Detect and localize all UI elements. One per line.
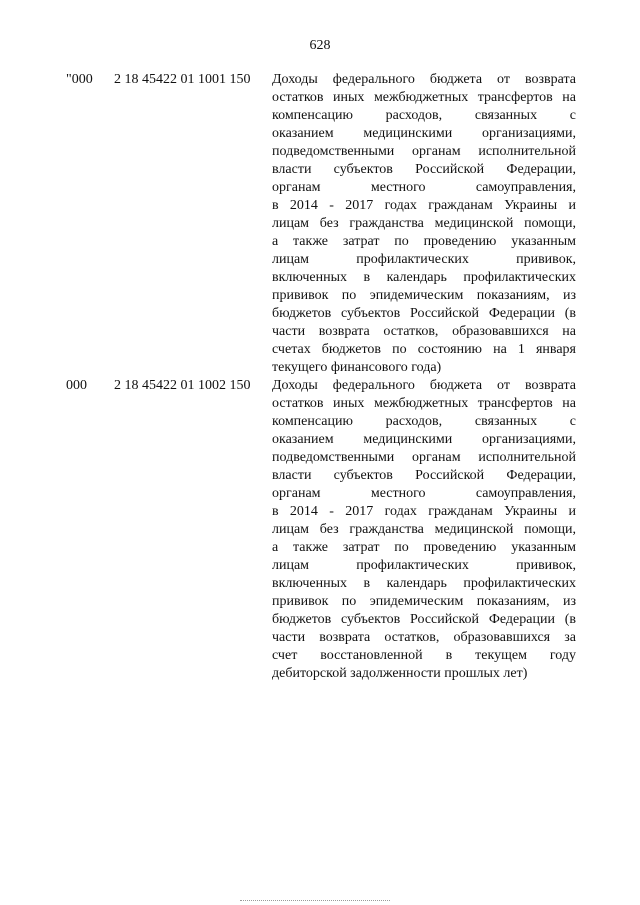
page-number: 628	[309, 38, 331, 53]
description-line: Доходы федерального бюджета от возврата	[272, 378, 576, 393]
revenue-entry-1001	[66, 71, 586, 377]
revenue-code-list	[66, 71, 586, 683]
description-line: счетах бюджетов по состоянию на 1 января	[272, 342, 576, 357]
description-line: лицам профилактических прививок,	[272, 558, 576, 573]
description-line: бюджетов субъектов Российской Федерации (в	[272, 612, 576, 627]
description-line: лицам профилактических прививок,	[272, 252, 576, 267]
description-line: органам местного самоуправления,	[272, 180, 576, 195]
description-line: подведомственными органам исполнительной	[272, 144, 576, 159]
description-line: лицам без гражданства медицинской помощи,	[272, 522, 576, 537]
revenue-entry-1002	[66, 377, 586, 683]
description-line: счет восстановленной в текущем году	[272, 648, 576, 663]
admin-code: "000	[66, 72, 93, 87]
description-line: власти субъектов Российской Федерации,	[272, 468, 576, 483]
description-line: в 2014 - 2017 годах гражданам Украины и	[272, 198, 576, 213]
entry-description	[272, 71, 576, 377]
description-line: Доходы федерального бюджета от возврата	[272, 72, 576, 87]
entry-description	[272, 377, 576, 683]
budget-classification-code: 2 18 45422 01 1002 150	[114, 378, 251, 393]
description-line: включенных в календарь профилактических	[272, 270, 576, 285]
description-line: подведомственными органам исполнительной	[272, 450, 576, 465]
description-line: а также затрат по проведению указанным	[272, 540, 576, 555]
page-bottom-edge-mark	[240, 900, 390, 905]
description-line: оказанием медицинскими организациями,	[272, 432, 576, 447]
description-line: власти субъектов Российской Федерации,	[272, 162, 576, 177]
budget-classification-code: 2 18 45422 01 1001 150	[114, 72, 251, 87]
description-line: органам местного самоуправления,	[272, 486, 576, 501]
description-line: части возврата остатков, образовавшихся за	[272, 630, 576, 645]
description-line: остатков иных межбюджетных трансфертов на	[272, 396, 576, 411]
description-line: компенсацию расходов, связанных с	[272, 414, 576, 429]
description-line: в 2014 - 2017 годах гражданам Украины и	[272, 504, 576, 519]
description-line: лицам без гражданства медицинской помощи,	[272, 216, 576, 231]
description-line: дебиторской задолженности прошлых лет)	[272, 666, 528, 681]
description-line: бюджетов субъектов Российской Федерации (в	[272, 306, 576, 321]
description-line: оказанием медицинскими организациями,	[272, 126, 576, 141]
description-line: прививок по эпидемическим показаниям, из	[272, 594, 576, 609]
description-line: включенных в календарь профилактических	[272, 576, 576, 591]
admin-code: 000	[66, 378, 87, 393]
description-line: прививок по эпидемическим показаниям, из	[272, 288, 576, 303]
description-line: текущего финансового года)	[272, 360, 442, 375]
description-line: а также затрат по проведению указанным	[272, 234, 576, 249]
description-line: компенсацию расходов, связанных с	[272, 108, 576, 123]
description-line: части возврата остатков, образовавшихся на	[272, 324, 576, 339]
description-line: остатков иных межбюджетных трансфертов на	[272, 90, 576, 105]
